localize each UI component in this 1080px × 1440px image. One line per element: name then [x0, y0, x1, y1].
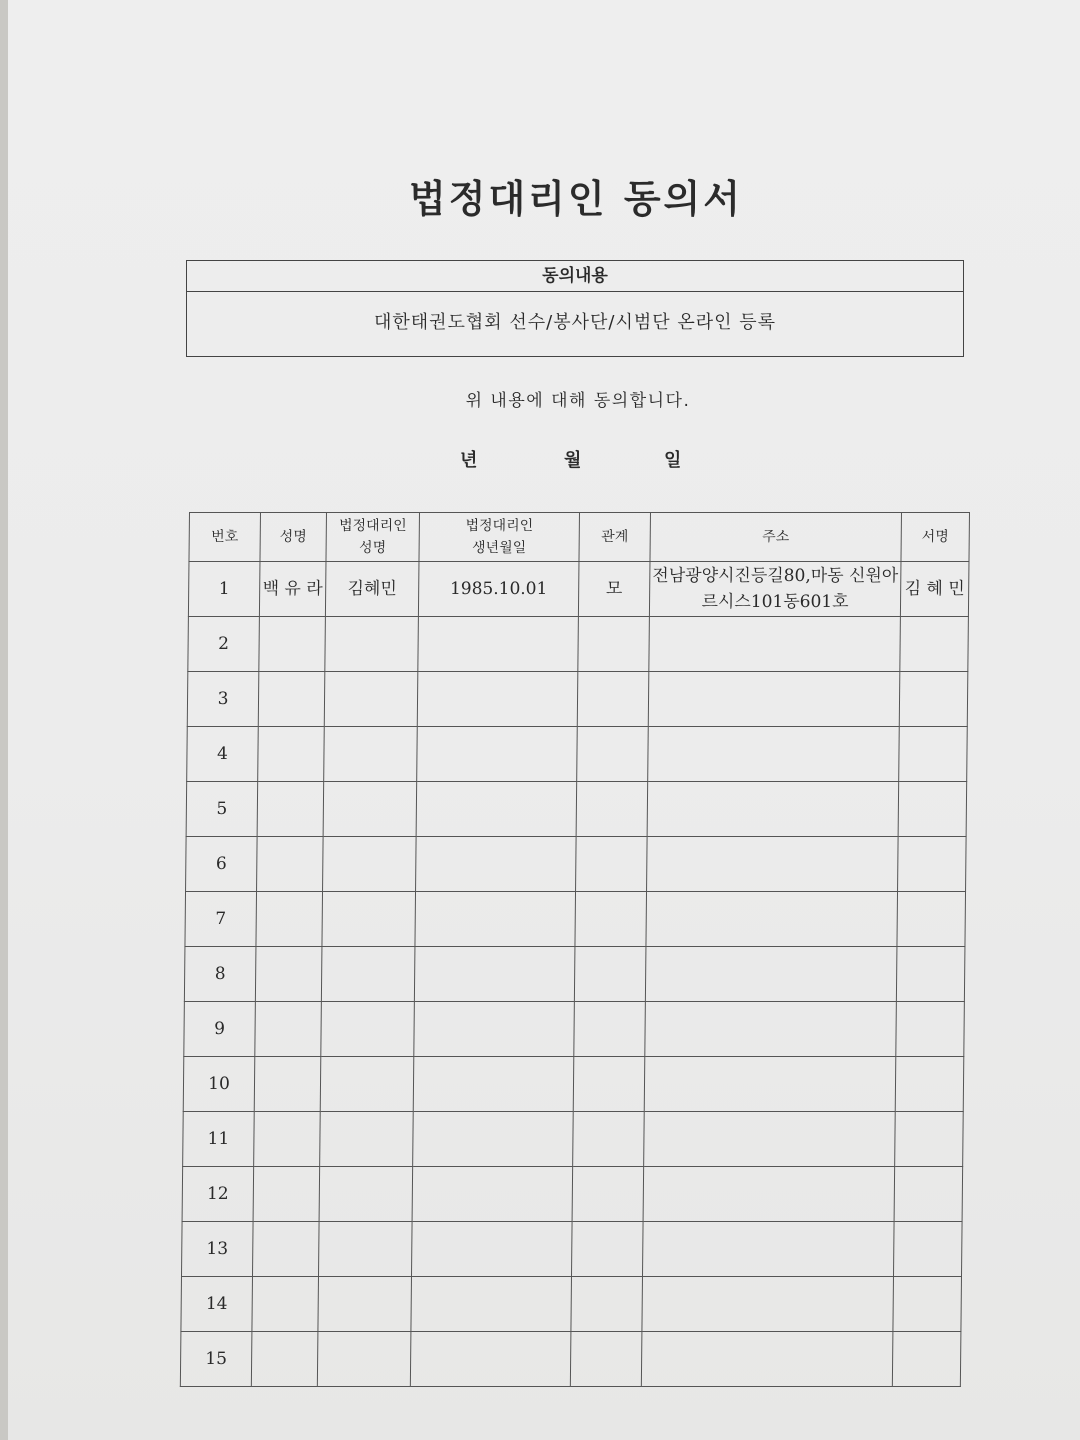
cell-relation[interactable]: [570, 1332, 642, 1387]
table-body: [180, 562, 969, 1387]
cell-address[interactable]: 전남광양시진등길80,마동 신원아르시스101동601호: [649, 562, 901, 617]
cell-address[interactable]: [642, 1277, 894, 1332]
header-guardian-birth-line2: 생년월일: [471, 540, 527, 556]
cell-relation[interactable]: [576, 782, 648, 837]
header-signature-line1: 서명: [921, 529, 949, 545]
cell-name[interactable]: [255, 947, 322, 1002]
table-row: [181, 1277, 962, 1332]
header-address: [650, 513, 902, 562]
cell-relation[interactable]: [572, 1167, 644, 1222]
cell-signature[interactable]: [893, 1222, 962, 1277]
header-name: [260, 513, 327, 562]
cell-guardian-name[interactable]: [320, 1057, 414, 1112]
cell-signature[interactable]: [894, 1167, 963, 1222]
cell-name[interactable]: [253, 1167, 320, 1222]
cell-signature[interactable]: [897, 892, 966, 947]
cell-guardian-name[interactable]: [321, 1002, 415, 1057]
cell-guardian-birth[interactable]: [411, 1222, 572, 1277]
header-no: [189, 513, 261, 562]
cell-name[interactable]: [254, 1057, 321, 1112]
guardian-roster-table: [180, 512, 970, 1387]
cell-guardian-birth[interactable]: [410, 1332, 571, 1387]
date-month-label: 월: [564, 450, 582, 471]
header-guardian-name-line2: 성명: [359, 540, 387, 556]
table-row: [185, 892, 966, 947]
table-row: [181, 1222, 962, 1277]
cell-guardian-name[interactable]: [320, 1112, 414, 1167]
header-guardian-name: [326, 513, 420, 562]
cell-relation[interactable]: [576, 837, 648, 892]
table-row: [180, 1332, 961, 1387]
consent-header: 동의내용: [187, 261, 963, 292]
cell-name[interactable]: [252, 1222, 319, 1277]
cell-guardian-name[interactable]: [325, 617, 419, 672]
table-row: [187, 672, 968, 727]
cell-guardian-name[interactable]: [322, 892, 416, 947]
table-row: [186, 837, 967, 892]
cell-name[interactable]: [252, 1277, 319, 1332]
cell-signature[interactable]: [896, 947, 965, 1002]
cell-guardian-birth[interactable]: [413, 1057, 574, 1112]
table-row: [182, 1167, 963, 1222]
cell-no[interactable]: 7: [185, 892, 257, 947]
cell-guardian-birth[interactable]: 1985.10.01: [418, 562, 579, 617]
cell-address[interactable]: [649, 617, 901, 672]
cell-signature[interactable]: [896, 1002, 965, 1057]
cell-no[interactable]: 5: [186, 782, 258, 837]
cell-relation[interactable]: [574, 947, 646, 1002]
cell-address[interactable]: [644, 1112, 896, 1167]
cell-signature[interactable]: [899, 672, 968, 727]
cell-name[interactable]: [254, 1112, 321, 1167]
cell-guardian-name[interactable]: [323, 837, 417, 892]
table-header-row: [189, 513, 970, 562]
cell-relation[interactable]: [578, 617, 650, 672]
cell-guardian-birth[interactable]: [417, 672, 578, 727]
cell-no[interactable]: 13: [181, 1222, 253, 1277]
cell-signature[interactable]: [895, 1112, 964, 1167]
table-row: [184, 947, 965, 1002]
cell-guardian-birth[interactable]: [412, 1167, 573, 1222]
cell-guardian-name[interactable]: [319, 1167, 413, 1222]
cell-relation[interactable]: [571, 1277, 643, 1332]
header-relation: [579, 513, 651, 562]
cell-no[interactable]: 10: [183, 1057, 255, 1112]
cell-no[interactable]: 11: [183, 1112, 255, 1167]
cell-signature[interactable]: [898, 837, 967, 892]
cell-name[interactable]: [256, 892, 323, 947]
cell-address[interactable]: [647, 782, 899, 837]
cell-guardian-name[interactable]: [317, 1332, 411, 1387]
cell-address[interactable]: [645, 947, 897, 1002]
cell-signature[interactable]: [899, 727, 968, 782]
cell-address[interactable]: [641, 1332, 893, 1387]
cell-address[interactable]: [646, 892, 898, 947]
cell-guardian-birth[interactable]: [414, 947, 575, 1002]
header-address-line1: 주소: [762, 529, 790, 545]
cell-address[interactable]: [642, 1222, 894, 1277]
cell-no[interactable]: 2: [188, 617, 260, 672]
cell-relation[interactable]: [577, 672, 649, 727]
cell-guardian-birth[interactable]: [415, 892, 576, 947]
cell-guardian-name[interactable]: [318, 1277, 412, 1332]
cell-relation[interactable]: [574, 1002, 646, 1057]
cell-no[interactable]: 8: [184, 947, 256, 1002]
cell-no[interactable]: 9: [184, 1002, 256, 1057]
cell-signature[interactable]: 김 혜 민: [900, 562, 969, 617]
cell-signature[interactable]: [900, 617, 969, 672]
header-guardian-name-line1: 법정대리인: [338, 518, 407, 534]
cell-guardian-birth[interactable]: [416, 837, 577, 892]
cell-signature[interactable]: [892, 1332, 961, 1387]
cell-address[interactable]: [648, 727, 900, 782]
consent-box: [186, 260, 964, 357]
cell-guardian-name[interactable]: [321, 947, 415, 1002]
cell-guardian-name[interactable]: [323, 782, 417, 837]
document-title: 법정대리인 동의서: [409, 177, 743, 221]
cell-name[interactable]: [257, 837, 324, 892]
cell-no[interactable]: 15: [180, 1332, 252, 1387]
table-row: [183, 1112, 964, 1167]
consent-text: 대한태권도협회 선수/봉사단/시범단 온라인 등록: [373, 312, 777, 333]
cell-name[interactable]: [258, 727, 325, 782]
cell-no[interactable]: 4: [187, 727, 259, 782]
cell-guardian-birth[interactable]: [416, 782, 577, 837]
cell-name[interactable]: [255, 1002, 322, 1057]
cell-relation[interactable]: [571, 1222, 643, 1277]
cell-address[interactable]: [647, 837, 899, 892]
cell-no[interactable]: 3: [187, 672, 259, 727]
header-signature: [901, 513, 970, 562]
date-year-label: 년: [460, 450, 478, 471]
header-relation-line1: 관계: [601, 529, 629, 545]
cell-guardian-name[interactable]: [324, 672, 418, 727]
cell-relation[interactable]: 모: [578, 562, 650, 617]
date-day-label: 일: [664, 450, 682, 471]
cell-guardian-name[interactable]: 김혜민: [325, 562, 419, 617]
table-row: [187, 727, 968, 782]
table-row: [183, 1057, 964, 1112]
header-guardian-birth-line1: 법정대리인: [465, 518, 534, 534]
cell-relation[interactable]: [577, 727, 649, 782]
agreement-statement: 위 내용에 대해 동의합니다.: [465, 391, 691, 411]
cell-guardian-birth[interactable]: [414, 1002, 575, 1057]
cell-name[interactable]: 백 유 라: [259, 562, 326, 617]
cell-address[interactable]: [643, 1167, 895, 1222]
cell-name[interactable]: [258, 672, 325, 727]
cell-address[interactable]: [644, 1057, 896, 1112]
cell-guardian-name[interactable]: [324, 727, 418, 782]
table-row: [188, 562, 969, 617]
cell-no[interactable]: 6: [186, 837, 258, 892]
cell-no[interactable]: 12: [182, 1167, 254, 1222]
cell-guardian-birth[interactable]: [411, 1277, 572, 1332]
cell-signature[interactable]: [898, 782, 967, 837]
cell-signature[interactable]: [895, 1057, 964, 1112]
cell-signature[interactable]: [893, 1277, 962, 1332]
header-no-line1: 번호: [211, 529, 239, 545]
table-row: [186, 782, 967, 837]
cell-address[interactable]: [645, 1002, 897, 1057]
cell-address[interactable]: [648, 672, 900, 727]
cell-guardian-name[interactable]: [318, 1222, 412, 1277]
cell-name[interactable]: [259, 617, 326, 672]
cell-no[interactable]: 1: [188, 562, 260, 617]
cell-guardian-birth[interactable]: [418, 617, 579, 672]
paper-sheet: [8, 0, 1080, 1440]
cell-no[interactable]: 14: [181, 1277, 253, 1332]
cell-name[interactable]: [257, 782, 324, 837]
table-row: [188, 617, 969, 672]
header-name-line1: 성명: [279, 529, 307, 545]
cell-name[interactable]: [251, 1332, 318, 1387]
table-row: [184, 1002, 965, 1057]
cell-relation[interactable]: [573, 1112, 645, 1167]
cell-relation[interactable]: [573, 1057, 645, 1112]
cell-relation[interactable]: [575, 892, 647, 947]
cell-guardian-birth[interactable]: [417, 727, 578, 782]
cell-guardian-birth[interactable]: [413, 1112, 574, 1167]
header-guardian-birth: [419, 513, 580, 562]
